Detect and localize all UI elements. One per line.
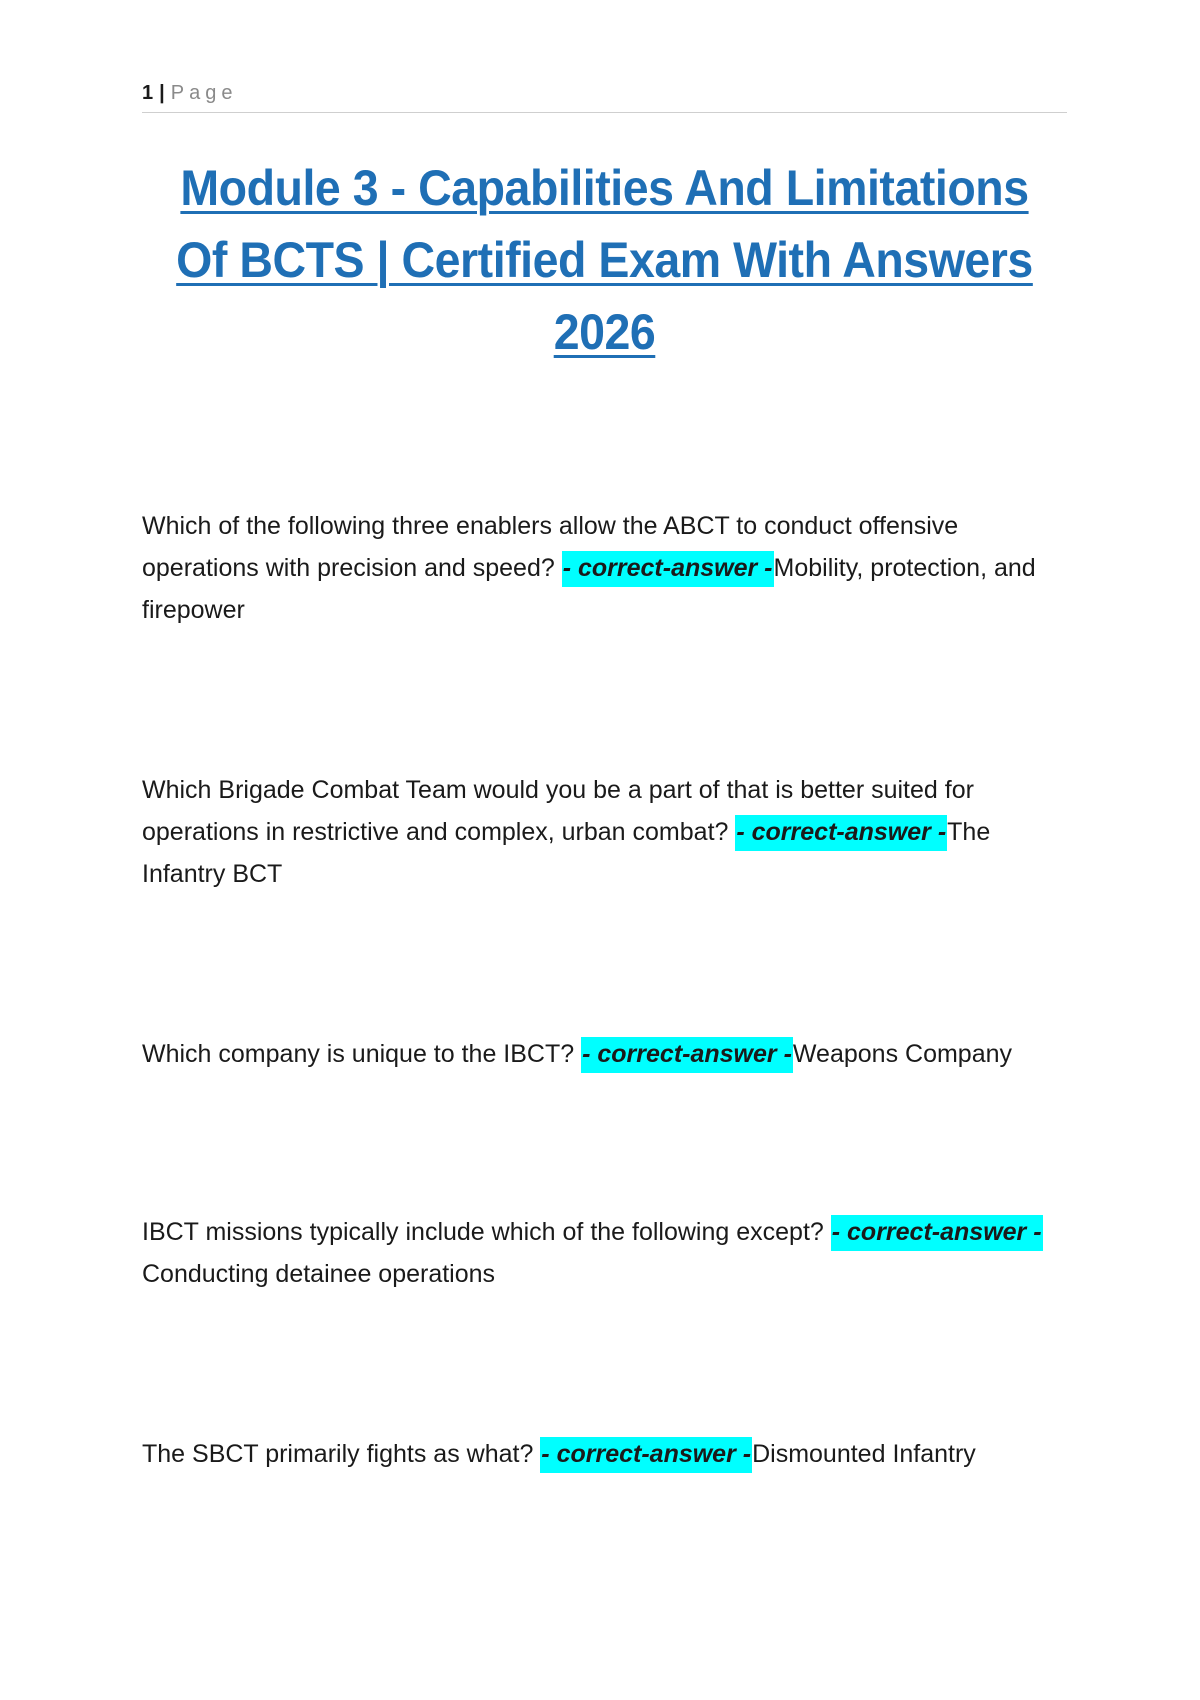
answer-marker: - correct-answer - bbox=[562, 551, 774, 587]
page-number: 1 bbox=[142, 82, 154, 104]
answer-text: Weapons Company bbox=[792, 1040, 1013, 1068]
answer-marker: - correct-answer - bbox=[581, 1037, 793, 1073]
question-text: Which company is unique to the IBCT? bbox=[142, 1040, 582, 1068]
answer-marker: - correct-answer - bbox=[540, 1437, 752, 1473]
answer-marker: - correct-answer - bbox=[831, 1215, 1043, 1251]
qa-item bbox=[142, 1033, 1067, 1075]
question-text: Which of the following three enablers allow the ABCT to conduct offensive operations with precision and speed? bbox=[142, 512, 959, 582]
page-header bbox=[142, 82, 1067, 113]
qa-item bbox=[142, 505, 1067, 631]
answer-marker: - correct-answer - bbox=[735, 815, 947, 851]
question-text: Which Brigade Combat Team would you be a part of that is better suited for operations in restrictive and complex, urban combat? bbox=[142, 776, 974, 846]
page-separator: | bbox=[159, 82, 165, 104]
qa-item bbox=[142, 1211, 1067, 1295]
question-text: IBCT missions typically include which of the following except? bbox=[142, 1218, 831, 1246]
answer-text: Dismounted Infantry bbox=[752, 1440, 976, 1468]
answer-text: The Infantry BCT bbox=[142, 818, 991, 888]
page-label: Page bbox=[170, 82, 238, 104]
document-title: Module 3 - Capabilities And Limitations Of BCTS | Certified Exam With Answers 2026 bbox=[176, 160, 1033, 360]
qa-item bbox=[142, 769, 1067, 895]
question-text: The SBCT primarily fights as what? bbox=[142, 1440, 541, 1468]
answer-text: Conducting detainee operations bbox=[142, 1260, 496, 1288]
answer-text: Mobility, protection, and firepower bbox=[142, 554, 1036, 624]
qa-item bbox=[142, 1433, 1067, 1475]
